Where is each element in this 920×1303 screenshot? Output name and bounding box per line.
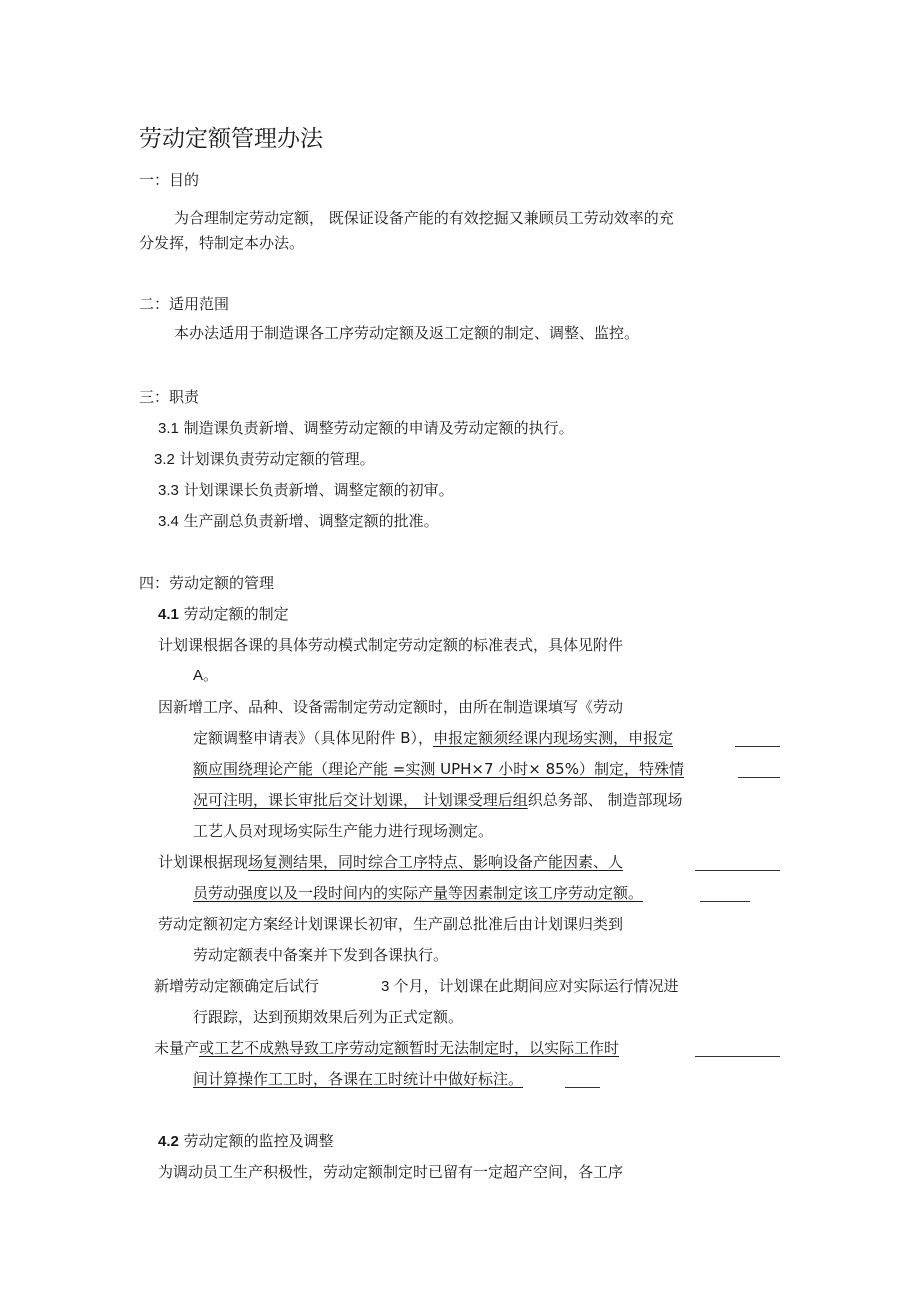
duty-item-3-4 <box>158 511 439 532</box>
section-3-heading: 三：职责 <box>139 388 200 406</box>
paragraph-f-line-2: 间计算操作工工时，各课在工时统计中做好标注。 <box>193 1070 524 1088</box>
duty-item-3-3 <box>158 480 454 501</box>
item-number: 3.1 <box>158 420 179 437</box>
section-4-heading: 四：劳动定额的管理 <box>139 574 275 592</box>
underlined-text: 申报定额须经课内现场实测，申报定 <box>433 729 674 747</box>
underline-rule <box>738 777 780 778</box>
item-text: 生产副总负责新增、调整定额的批准。 <box>178 512 439 530</box>
underlined-text: 况可注明，课长审批后交计划课， 计划课受理后组 <box>193 791 528 809</box>
item-number: 3.4 <box>158 513 179 530</box>
paragraph-e-line-2: 行跟踪，达到预期效果后列为正式定额。 <box>193 1008 464 1026</box>
underline-rule <box>700 901 750 902</box>
subsection-number: 4.1 <box>158 606 179 623</box>
paragraph-b-line-1: 因新增工序、品种、设备需制定劳动定额时，由所在制造课填写《劳动 <box>158 698 624 716</box>
section-1-paragraph-line-1: 为合理制定劳动定额， 既保证设备产能的有效挖掘又兼顾员工劳动效率的充 <box>174 209 674 227</box>
item-text: 计划课负责劳动定额的管理。 <box>174 450 375 468</box>
paragraph-c-line-2: 员劳动强度以及一段时间内的实际产量等因素制定该工序劳动定额。 <box>193 884 644 902</box>
paragraph-c-text: 计划课根据现 <box>158 853 249 871</box>
section-1-heading: 一：目的 <box>139 171 200 189</box>
underline-rule <box>565 1087 600 1088</box>
paragraph-f-text: 未量产 <box>154 1039 200 1057</box>
paragraph-d-line-1: 劳动定额初定方案经计划课课长初审，生产副总批准后由计划课归类到 <box>158 915 624 933</box>
duty-item-3-1 <box>158 418 574 439</box>
section-2-heading: 二：适用范围 <box>139 295 230 313</box>
subsection-number: 4.2 <box>158 1133 179 1150</box>
section-1-paragraph-line-2: 分发挥，特制定本办法。 <box>139 234 305 252</box>
paragraph-g-line-1: 为调动员工生产积极性，劳动定额制定时已留有一定超产空间，各工序 <box>158 1163 624 1181</box>
paragraph-e-text: 3 个月，计划课在此期间应对实际运行情况进 <box>381 978 679 995</box>
paragraph-b-text: 定额调整申请表》（具体见附件 B）， <box>193 729 434 747</box>
paragraph-b-text: 织总务部、 制造部现场 <box>527 791 683 809</box>
underlined-text: 或工艺不成熟导致工序劳动定额暂时无法制定时，以实际工作时 <box>199 1039 620 1057</box>
subsection-title: 劳动定额的制定 <box>178 605 289 623</box>
section-2-paragraph: 本办法适用于制造课各工序劳动定额及返工定额的制定、调整、监控。 <box>174 324 640 342</box>
paragraph-a-line-2: A。 <box>193 667 219 684</box>
underlined-text: 场复测结果，同时综合工序特点、影响设备产能因素、人 <box>248 853 624 871</box>
underline-rule <box>695 1056 780 1057</box>
paragraph-f-line-1 <box>154 1038 619 1058</box>
subsection-4-1-heading <box>158 604 289 625</box>
duty-item-3-2 <box>154 449 375 470</box>
paragraph-b-line-4 <box>193 790 683 810</box>
paragraph-e-line-1 <box>154 976 679 997</box>
item-number: 3.2 <box>154 451 175 468</box>
paragraph-c-line-1 <box>158 852 623 872</box>
subsection-4-2-heading <box>158 1131 334 1152</box>
document-title: 劳动定额管理办法 <box>139 126 323 152</box>
underline-rule <box>735 746 780 747</box>
item-text: 制造课负责新增、调整劳动定额的申请及劳动定额的执行。 <box>178 419 574 437</box>
item-text: 计划课课长负责新增、调整定额的初审。 <box>178 481 454 499</box>
paragraph-a-line-1: 计划课根据各课的具体劳动模式制定劳动定额的标准表式，具体见附件 <box>158 636 624 654</box>
underline-rule <box>695 870 780 871</box>
subsection-title: 劳动定额的监控及调整 <box>178 1132 334 1150</box>
item-number: 3.3 <box>158 482 179 499</box>
paragraph-b-line-3: 额应围绕理论产能（理论产能 =实测 UPH×7 小时× 85%）制定，特殊情 <box>193 760 684 778</box>
paragraph-d-line-2: 劳动定额表中备案并下发到各课执行。 <box>193 946 449 964</box>
paragraph-e-text: 新增劳动定额确定后试行 <box>154 977 320 995</box>
paragraph-b-line-5: 工艺人员对现场实际生产能力进行现场测定。 <box>193 822 494 840</box>
paragraph-b-line-2 <box>193 728 673 748</box>
